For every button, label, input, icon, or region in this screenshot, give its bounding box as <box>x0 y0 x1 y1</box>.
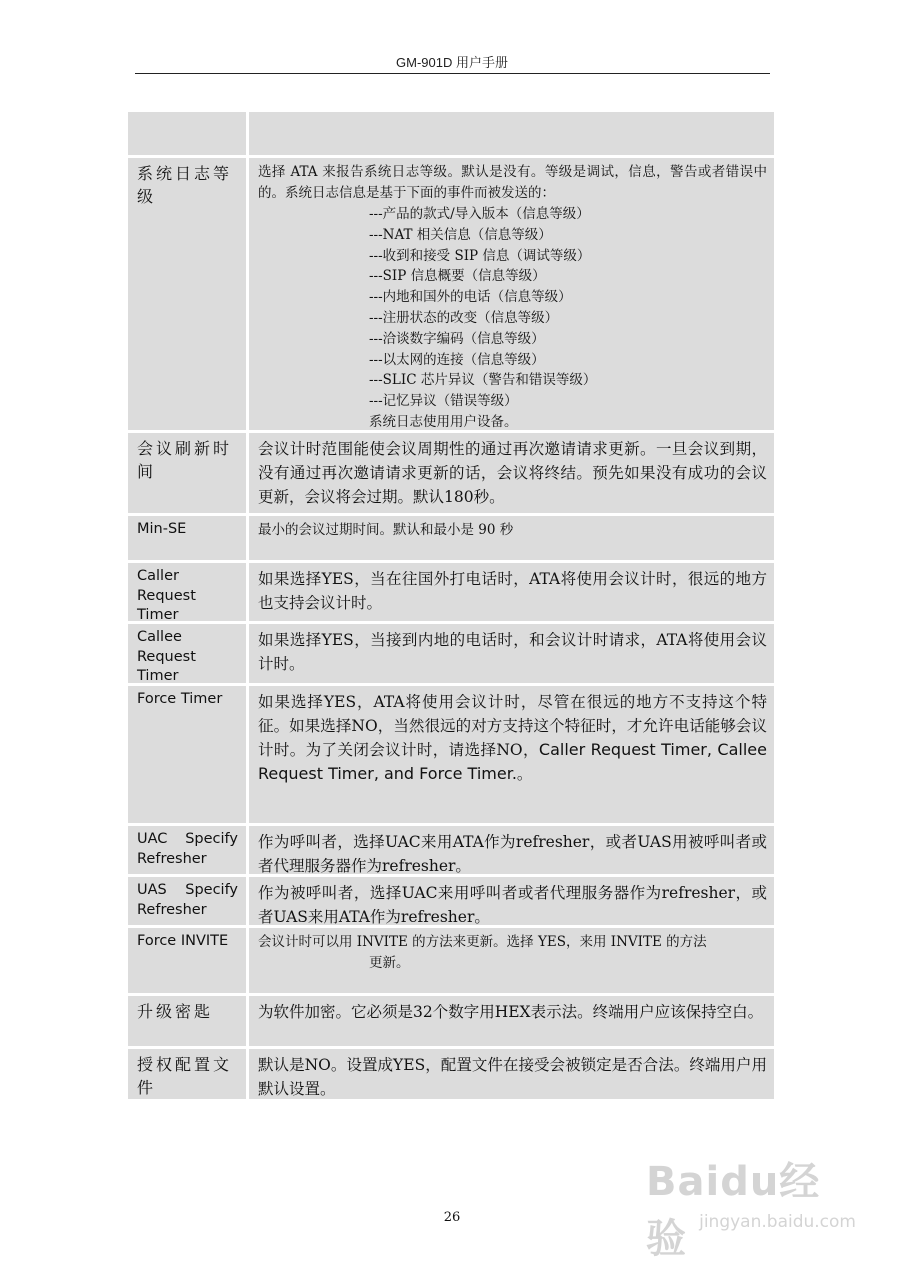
upgrade-key-label: 升级密匙 <box>137 1002 214 1021</box>
row-label-cell <box>128 158 246 430</box>
row-label-cell <box>128 516 246 560</box>
list-item: ---以太网的连接（信息等级） <box>369 351 545 368</box>
row-description-cell <box>249 624 774 683</box>
force-timer-label: Force Timer <box>137 691 223 707</box>
row-description-cell <box>249 158 774 430</box>
session-refresh-label: 会议刷新时间 <box>137 439 233 481</box>
list-item: ---内地和国外的电话（信息等级） <box>369 289 572 306</box>
syslog-event-list <box>258 204 767 412</box>
parameter-table <box>128 112 774 1102</box>
row-description-cell <box>249 686 774 823</box>
row-description-cell <box>249 563 774 621</box>
row-label-cell <box>128 624 246 683</box>
table-row-auth-config <box>128 1049 774 1099</box>
table-row-min-se <box>128 516 774 560</box>
row-description-cell <box>249 877 774 925</box>
force-timer-text-latin: Caller Request Timer, Callee Request Timer, and Force Timer. <box>258 740 767 783</box>
callee-timer-text: 如果选择YES，当接到内地的电话时，和会议计时请求，ATA将使用会议计时。 <box>258 631 767 673</box>
callee-timer-label: Callee Request Timer <box>137 629 196 684</box>
force-invite-text: 会议计时可以用 INVITE 的方法来更新。选择 YES，来用 INVITE 的方法 <box>258 934 707 950</box>
watermark-logo: Baidu经验 <box>646 1159 821 1262</box>
row-label-cell <box>128 433 246 513</box>
uac-refresher-label: UAC Specify Refresher <box>137 831 238 867</box>
table-row-uac-refresher <box>128 826 774 874</box>
auth-config-label: 授权配置文件 <box>137 1055 233 1097</box>
row-description-cell <box>249 826 774 874</box>
table-row-callee-timer <box>128 624 774 683</box>
force-timer-text <box>258 690 767 786</box>
table-row-upgrade-key <box>128 996 774 1046</box>
header-title: GM-901D 用户手册 <box>396 55 508 70</box>
row-description-cell <box>249 996 774 1046</box>
list-item: ---注册状态的改变（信息等级） <box>369 309 559 326</box>
auth-config-text: 默认是NO。设置成YES，配置文件在接受会被锁定是否合法。终端用户用默认设置。 <box>258 1056 768 1098</box>
upgrade-key-text: 为软件加密。它必须是32个数字用HEX表示法。终端用户应该保持空白。 <box>258 1003 764 1021</box>
row-description-cell <box>249 112 774 155</box>
row-label-cell <box>128 877 246 925</box>
session-refresh-text: 会议计时范围能使会议周期性的通过再次邀请请求更新。一旦会议到期，没有通过再次邀请请求更新的话，会议将终结。预先如果没有成功的会议更新，会议将会过期。默认180秒。 <box>258 440 767 506</box>
list-item: ---SIP 信息概要（信息等级） <box>369 268 546 285</box>
row-label-cell <box>128 686 246 823</box>
syslog-closing: 系统日志使用用户设备。 <box>369 413 518 430</box>
syslog-intro: 选择 ATA 来报告系统日志等级。默认是没有。等级是调试，信息，警告或者错误中的。系统日志信息是基于下面的事件而被发送的： <box>258 164 767 201</box>
uas-refresher-label: UAS Specify Refresher <box>137 882 238 918</box>
watermark-url: jingyan.baidu.com <box>699 1212 856 1232</box>
uas-refresher-text: 作为被呼叫者，选择UAC来用呼叫者或者代理服务器作为refresher，或者UAS来用ATA作为refresher。 <box>258 884 767 926</box>
row-label-cell <box>128 563 246 621</box>
row-label-cell <box>128 112 246 155</box>
uac-refresher-text: 作为呼叫者，选择UAC来用ATA作为refresher，或者UAS用被呼叫者或者代理服务器作为refresher。 <box>258 833 767 875</box>
baidu-watermark <box>646 1150 856 1262</box>
row-description-cell <box>249 928 774 993</box>
list-item: ---收到和接受 SIP 信息（调试等级） <box>369 247 591 264</box>
table-row-caller-timer <box>128 563 774 621</box>
header-rule <box>135 73 770 74</box>
syslog-label: 系统日志等级 <box>137 164 233 206</box>
table-row-syslog <box>128 158 774 430</box>
table-row-session-refresh <box>128 433 774 513</box>
table-row-uas-refresher <box>128 877 774 925</box>
caller-timer-label: Caller Request Timer <box>137 568 196 623</box>
row-label-cell <box>128 826 246 874</box>
table-row-blank <box>128 112 774 155</box>
min-se-label: Min-SE <box>137 521 187 537</box>
list-item: ---产品的款式/导入版本（信息等级） <box>369 206 590 222</box>
page-number: 26 <box>443 1210 461 1225</box>
list-item: ---SLIC 芯片异议（警告和错误等级） <box>369 372 597 389</box>
row-label-cell <box>128 928 246 993</box>
row-description-cell <box>249 433 774 513</box>
list-item: ---记忆异议（错误等级） <box>369 393 518 410</box>
list-item: ---洽谈数字编码（信息等级） <box>369 330 545 347</box>
force-timer-text-end: 。 <box>516 765 533 783</box>
force-invite-label: Force INVITE <box>137 933 229 949</box>
row-description-cell <box>249 1049 774 1099</box>
table-row-force-timer <box>128 686 774 823</box>
table-row-force-invite <box>128 928 774 993</box>
row-description-cell <box>249 516 774 560</box>
row-label-cell <box>128 996 246 1046</box>
caller-timer-text: 如果选择YES，当在往国外打电话时，ATA将使用会议计时，很远的地方也支持会议计时。 <box>258 570 767 612</box>
force-invite-text-cont: 更新。 <box>369 955 410 971</box>
row-label-cell <box>128 1049 246 1099</box>
force-timer-text-cn: 如果选择YES，ATA将使用会议计时，尽管在很远的地方不支持这个特征。如果选择NO，当然很远的对方支持这个特征时，才允许电话能够会议计时。为了关闭会议计时，请选择NO， <box>258 693 767 759</box>
list-item: ---NAT 相关信息（信息等级） <box>369 226 552 243</box>
min-se-text: 最小的会议过期时间。默认和最小是 90 秒 <box>258 522 514 538</box>
